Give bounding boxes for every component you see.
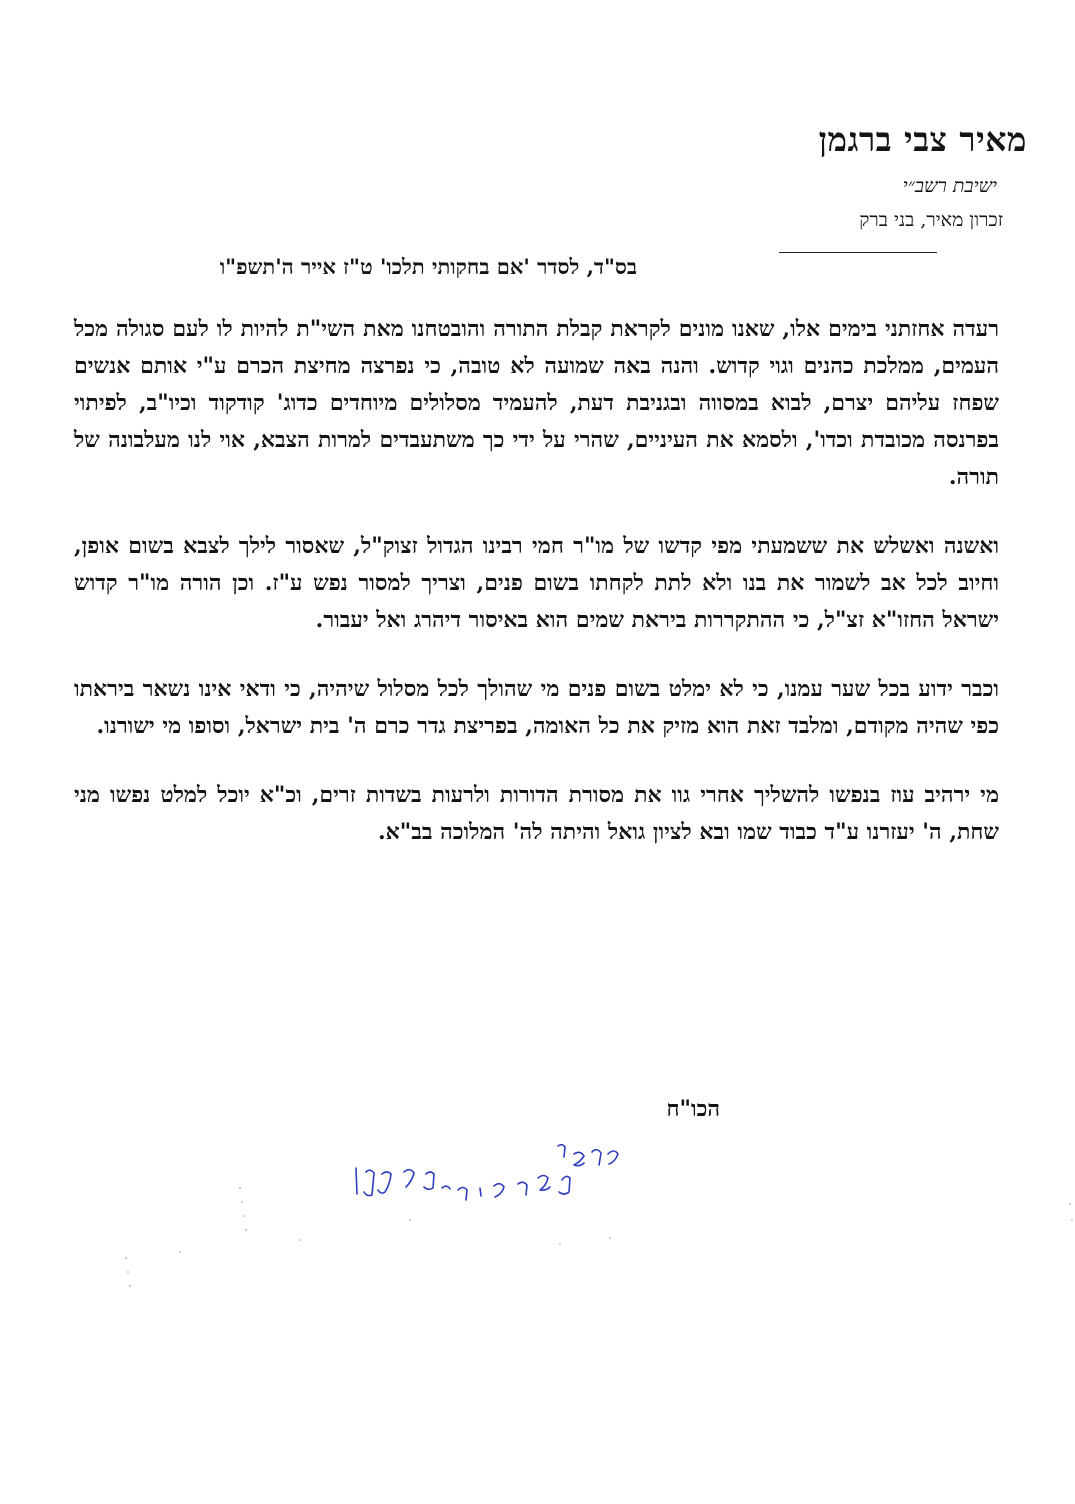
paragraph-4: מי ירהיב עוז בנפשו להשליך אחרי גוו את מסורת הדורות ולרעות בשדות זרים, וכ"א יוכל למלט נפשו מני שחת, ה' יעזרנו ע"ד כבוד שמו ובא לציון גואל והיתה לה' המלוכה בב"א.: [74, 782, 999, 845]
author-name: מאיר צבי ברגמן: [818, 120, 1027, 159]
scan-artifact-dots: [90, 1180, 1075, 1330]
paragraph-2: ואשנה ואשלש את ששמעתי מפי קדשו של מו"ר חמי רבינו הגדול זצוק"ל, שאסור לילך לצבא בשום אופן, וחיוב לכל אב לשמור את בנו ולא לתת לקחתו בשום פנים, וצריך למסור נפש ע"ז. וכן הורה מו"ר קדוש ישראל החזו"א זצ"ל, כי ההתקררות ביראת שמים הוא באיסור דיהרג ואל יעבור.: [74, 533, 999, 633]
dateline: בס"ד, לסדר 'אם בחקותי תלכו' ט"ז אייר ה'תשפ"ו: [219, 254, 637, 279]
closing-line: הכו"ח: [666, 1096, 720, 1122]
letter-body: [74, 311, 999, 883]
address-line: זכרון מאיר, בני ברק: [859, 209, 1003, 231]
paragraph-3: וכבר ידוע בכל שער עמנו, כי לא ימלט בשום פנים מי שהולך לכל מסלול שיהיה, כי ודאי אינו נשאר ביראתו כפי שהיה מקודם, ומלבד זאת הוא מזיק את כל האומה, בפריצת גדר כרם ה' בית ישראל, וסופו מי ישורנו.: [74, 676, 999, 739]
letterhead-divider: [779, 252, 937, 253]
institution-name: ישיבת רשב״י: [902, 175, 997, 197]
letterhead: [607, 118, 1027, 234]
paragraph-1: רעדה אחזתני בימים אלו, שאנו מונים לקראת קבלת התורה והובטחנו מאת השי"ת להיות לו לעם סגולה מכל העמים, ממלכת כהנים וגוי קדוש. והנה באה שמועה לא טובה, כי נפרצה מחיצת הכרם ע"י אותם אנשים שפחז עליהם יצרם, לבוא במסווה ובגניבת דעת, להעמיד מסלולים מיוחדים כדוג' קודקוד וכיו"ב, לפיתוי בפרנסה מכובדת וכדו', ולסמא את העיניים, שהרי על ידי כך משתעבדים למרות הצבא, אוי לנו מעלבונה של תורה.: [74, 316, 999, 490]
